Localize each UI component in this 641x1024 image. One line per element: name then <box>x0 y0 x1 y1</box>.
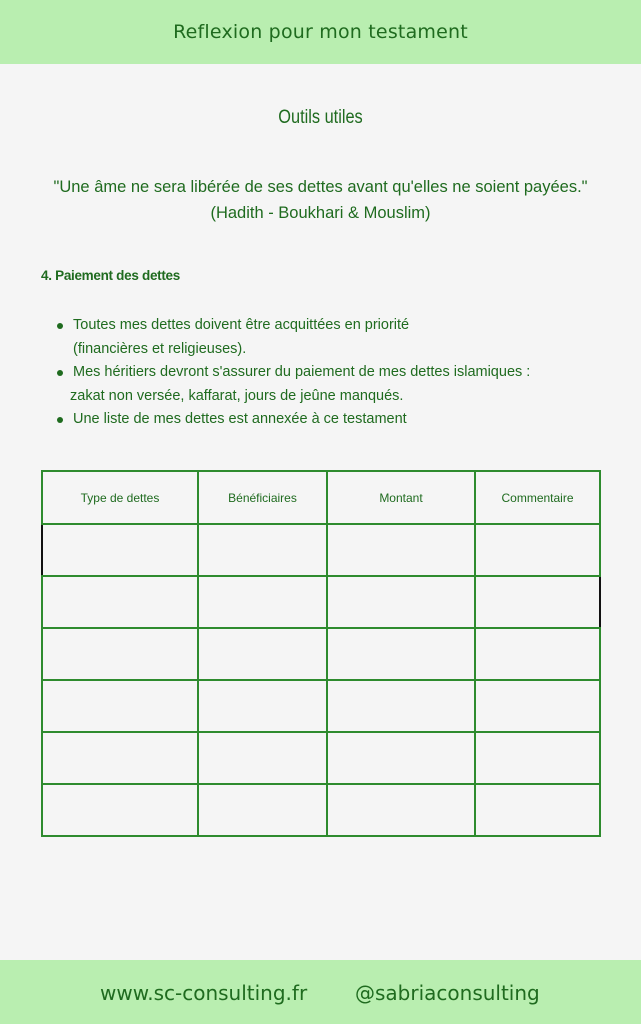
website-link[interactable]: www.sc-consulting.fr <box>100 981 308 1005</box>
column-header-beneficiaries: Bénéficiaires <box>198 471 327 524</box>
quote-text: "Une âme ne sera libérée de ses dettes avant qu'elles ne soient payées." <box>53 178 588 196</box>
table-cell[interactable] <box>198 732 327 784</box>
table-cell[interactable] <box>42 784 198 836</box>
list-item-text: Toutes mes dettes doivent être acquittées en priorité <box>73 317 410 333</box>
table-cell[interactable] <box>42 628 198 680</box>
table-row <box>42 576 600 628</box>
table-cell[interactable] <box>475 784 600 836</box>
list-item-text: Une liste de mes dettes est annexée à ce testament <box>73 411 407 427</box>
subsection-heading: 4. Paiement des dettes <box>41 268 180 283</box>
list-item <box>57 361 617 408</box>
table-cell[interactable] <box>475 524 600 576</box>
table-cell[interactable] <box>327 628 475 680</box>
debt-table <box>41 470 601 837</box>
social-handle[interactable]: @sabriaconsulting <box>355 981 540 1005</box>
table-cell[interactable] <box>475 576 600 628</box>
table-cell[interactable] <box>42 524 198 576</box>
table-header-row <box>42 471 600 524</box>
table-cell[interactable] <box>475 680 600 732</box>
table-cell[interactable] <box>327 576 475 628</box>
table-cell[interactable] <box>475 732 600 784</box>
table-row <box>42 680 600 732</box>
bullet-list <box>57 314 617 432</box>
quote-block <box>0 174 641 226</box>
table-row <box>42 524 600 576</box>
table-cell[interactable] <box>327 680 475 732</box>
table-cell[interactable] <box>42 576 198 628</box>
bullet-icon <box>57 417 63 423</box>
list-item-text-continued: zakat non versée, kaffarat, jours de jeûne manqués. <box>70 387 404 404</box>
list-item-text: Mes héritiers devront s'assurer du paiement de mes dettes islamiques : <box>73 364 531 380</box>
table-row <box>42 628 600 680</box>
table-row <box>42 784 600 836</box>
table-cell[interactable] <box>475 628 600 680</box>
table-cell[interactable] <box>327 732 475 784</box>
bullet-icon <box>57 323 63 329</box>
table-cell[interactable] <box>327 784 475 836</box>
table-cell[interactable] <box>198 784 327 836</box>
table-cell[interactable] <box>198 524 327 576</box>
section-title: Outils utiles <box>278 107 363 128</box>
list-item-text-continued: (financières et religieuses). <box>73 340 247 357</box>
header-title: Reflexion pour mon testament <box>173 21 468 43</box>
table-cell[interactable] <box>198 576 327 628</box>
table-cell[interactable] <box>42 680 198 732</box>
table-cell[interactable] <box>42 732 198 784</box>
table-cell[interactable] <box>198 628 327 680</box>
bullet-icon <box>57 370 63 376</box>
footer-bar <box>0 960 641 1024</box>
list-item <box>57 408 617 432</box>
column-header-comment: Commentaire <box>475 471 600 524</box>
table-cell[interactable] <box>327 524 475 576</box>
table-row <box>42 732 600 784</box>
list-item <box>57 314 617 361</box>
table-cell[interactable] <box>198 680 327 732</box>
column-header-amount: Montant <box>327 471 475 524</box>
column-header-type: Type de dettes <box>42 471 198 524</box>
quote-source: (Hadith - Boukhari & Mouslim) <box>210 204 431 222</box>
header-bar <box>0 0 641 64</box>
